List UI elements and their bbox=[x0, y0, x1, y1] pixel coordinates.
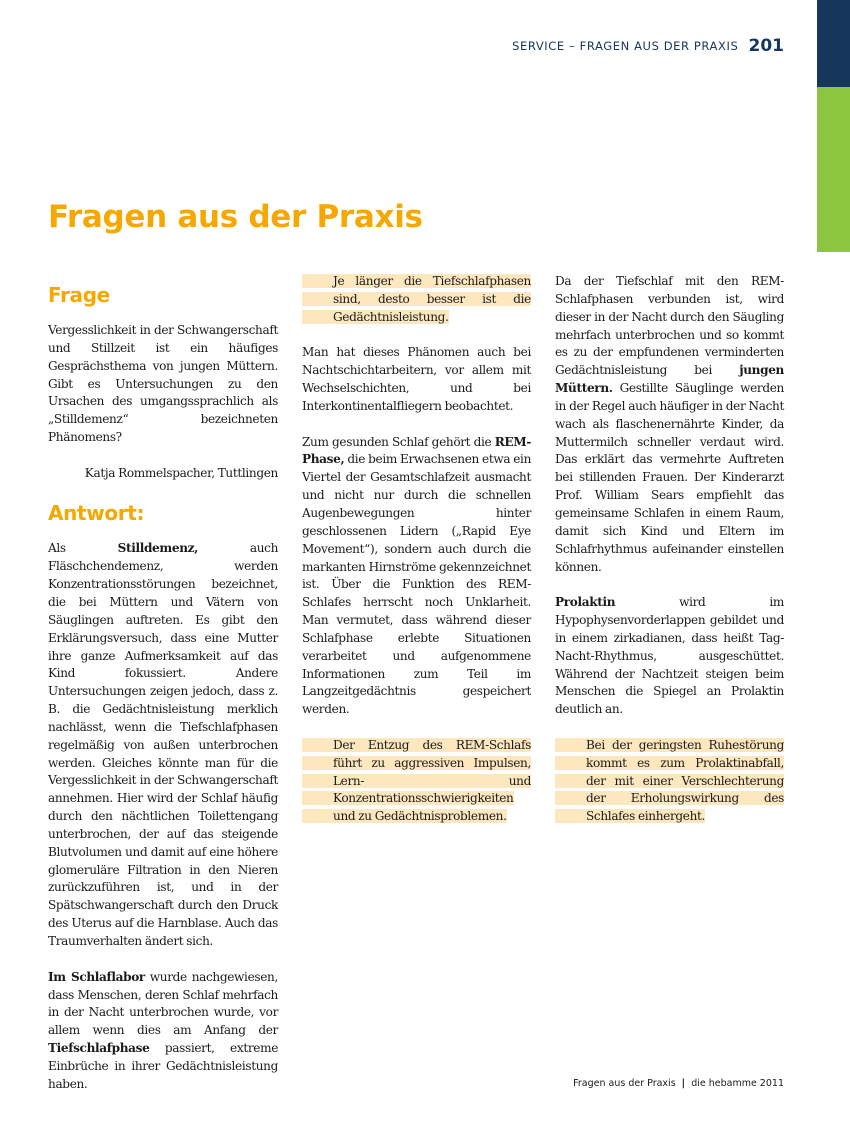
antwort-heading: Antwort: bbox=[48, 501, 145, 526]
term-junge-muetter: jungen Müttern. bbox=[555, 363, 784, 396]
column-2 bbox=[302, 273, 531, 844]
page-footer bbox=[573, 1078, 784, 1089]
answer-paragraph-4: Zum gesunden Schlaf gehört die REM-Phase, die beim Erwachsenen etwa ein Viertel der Gesamtschlafzeit ausmacht und nicht nur durch die schnellen Augenbewegungen hinter geschlossenen Lidern („Rapid Eye Movement“), sondern auch durch die markanten Hirnströme gekennzeichnet ist. Über die Funktion des REM-Schlafes herrscht noch Unklarheit. Man vermutet, dass während dieser Schlafphase erlebte Situationen verarbeitet und aufgenommene Informationen zum Teil im Langzeitgedächtnis gespeichert werden. bbox=[302, 434, 532, 717]
green-color-band bbox=[817, 87, 850, 252]
highlight-quote-3: Bei der geringsten Ruhestörung kommt es zum Prolaktinabfall, der mit einer Verschlechterung der Erholungswirkung des Schlafes einhergeht. bbox=[555, 737, 784, 826]
term-schlaflabor: Im Schlaflabor bbox=[48, 969, 145, 984]
answer-paragraph-2: Im Schlaflabor wurde nachgewiesen, dass Menschen, deren Schlaf mehrfach in der Nacht unterbrochen wurde, vor allem wenn dies am Anfang der Tiefschlafphase passiert, extreme Einbrüche in ihrer Gedächtnisleistung haben. bbox=[48, 969, 279, 1091]
navy-color-band bbox=[817, 0, 850, 87]
column-3 bbox=[555, 273, 784, 844]
answer-paragraph-5: Da der Tiefschlaf mit den REM-Schlafphasen verbunden ist, wird dieser in der Nacht durch den Säugling mehrfach unterbrochen und so kommt es zu der empfundenen verminderten Gedächtnisleistung bei jungen Müttern. Gestillte Säuglinge werden in der Regel auch häufiger in der Nacht wach als flaschenernährte Kinder, da Muttermilch schneller verdaut wird. Das erklärt das vermehrte Auftreten bei stillenden Frauen. Der Kinderarzt Prof. William Sears empfiehlt das gemeinsame Schlafen in einem Raum, damit sich Kind und Eltern im Schlafrhythmus aufeinander einstellen können. bbox=[555, 274, 784, 574]
term-stilldemenz: Stilldemenz, bbox=[117, 541, 199, 556]
question-author: Katja Rommelspacher, Tuttlingen bbox=[84, 465, 278, 480]
frage-heading: Frage bbox=[48, 283, 110, 307]
highlight-quote-2: Der Entzug des REM-Schlafs führt zu aggressiven Impulsen, Lern- und Konzentrationsschwierigkeiten und zu Gedächtnisproblemen. bbox=[302, 737, 531, 826]
answer-paragraph-6: Prolaktin wird im Hypophysenvorderlappen gebildet und in einem zirkadianen, dass heißt Tag-Nacht-Rhythmus, ausgeschüttet. Während der Nachtzeit steigen beim Menschen die Spiegel an Prolaktin deutlich an. bbox=[555, 595, 784, 717]
footer-publication: die hebamme 2011 bbox=[691, 1078, 784, 1089]
question-text: Vergesslichkeit in der Schwangerschaft und Stillzeit ist ein häufiges Gesprächsthema von jungen Müttern. Gibt es Untersuchungen zu den Ursachen des umgangssprachlich als „Stilldemenz“ bezeichneten Phänomens? bbox=[48, 323, 278, 445]
term-rem-phase: REM-Phase, bbox=[302, 434, 531, 467]
footer-section: Fragen aus der Praxis bbox=[573, 1078, 676, 1089]
column-1 bbox=[48, 273, 278, 1111]
page-title: Fragen aus der Praxis bbox=[48, 199, 423, 235]
header-page-number: 201 bbox=[748, 36, 784, 56]
term-tiefschlafphase: Tiefschlafphase bbox=[48, 1041, 150, 1056]
header-section-title: SERVICE – FRAGEN AUS DER PRAXIS bbox=[512, 39, 739, 53]
running-header bbox=[512, 36, 784, 56]
footer-separator: | bbox=[681, 1078, 686, 1089]
answer-paragraph-1: Als Stilldemenz, auch Fläschchendemenz, werden Konzentrationsstörungen bezeichnet, die bei Müttern und Vätern von Säuglingen auftreten. Es gibt den Erklärungsversuch, dass eine Mutter ihre ganze Aufmerksamkeit auf das Kind fokussiert. Andere Untersuchungen zeigen jedoch, dass z. B. die Gedächtnisleistung merklich nachlässt, wenn die Tiefschlafphasen regelmäßig von außen unterbrochen werden. Gleiches könnte man für die Vergesslichkeit in der Schwangerschaft annehmen. Hier wird der Schlaf häufig durch den nächtlichen Toilettengang unterbrochen, der auf das steigende Blutvolumen und damit auf eine höhere glomeruläre Filtration in den Nieren zurückzuführen ist, und in der Spätschwangerschaft durch den Druck des Uterus auf die Harnblase. Auch das Traumverhalten ändert sich. bbox=[48, 541, 279, 948]
highlight-quote-1: Je länger die Tiefschlafphasen sind, desto besser ist die Gedächtnisleistung. bbox=[302, 273, 531, 327]
answer-paragraph-3: Man hat dieses Phänomen auch bei Nachtschichtarbeitern, vor allem mit Wechselschichten, und bei Interkontinentalfliegern beobachtet. bbox=[302, 345, 531, 413]
term-prolaktin: Prolaktin bbox=[555, 595, 616, 610]
